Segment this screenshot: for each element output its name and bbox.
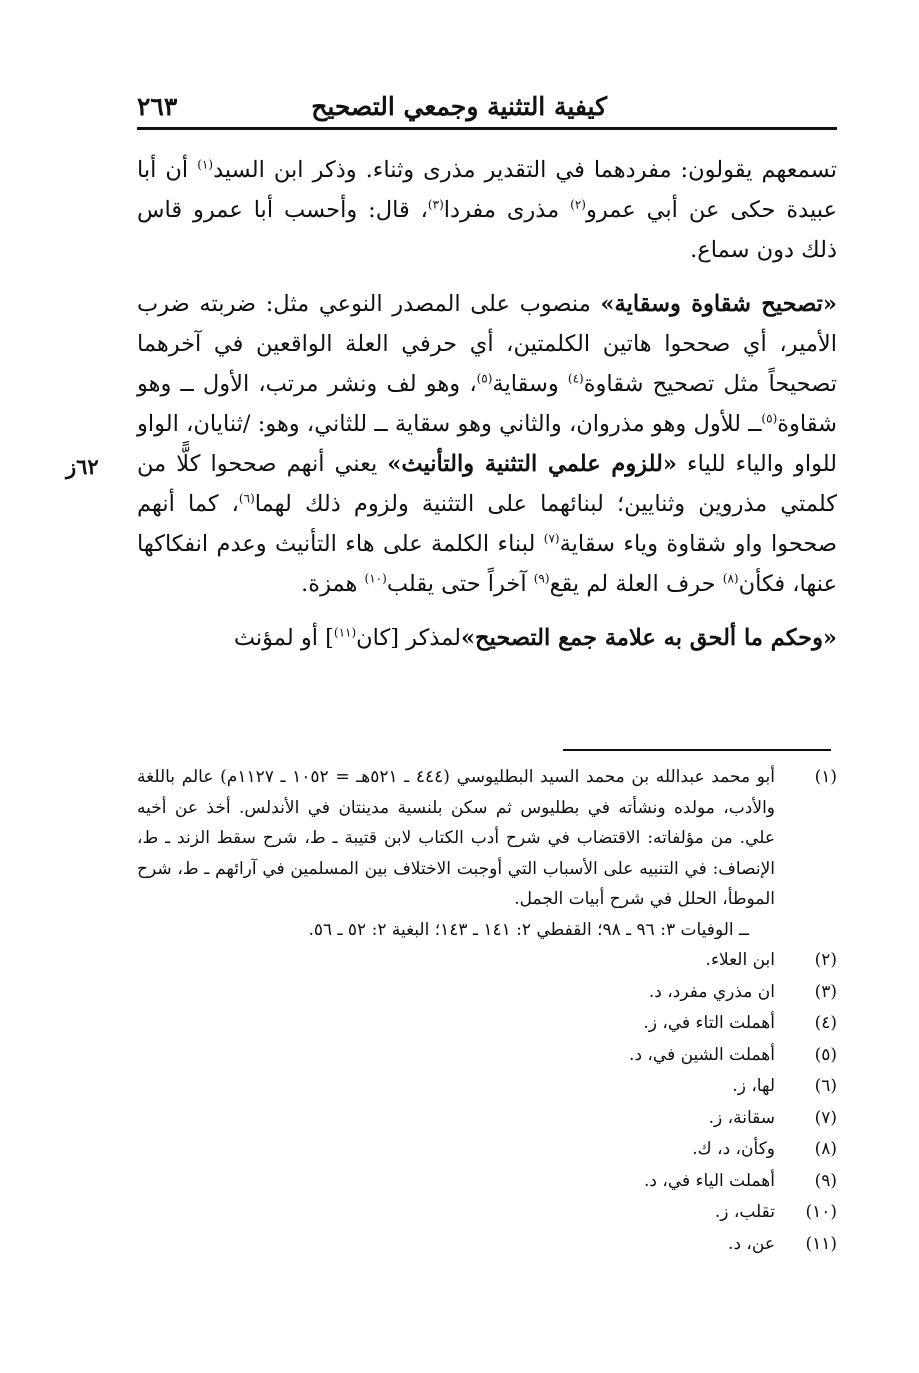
footnote-ref: (١): [197, 157, 214, 172]
footnote-ref: (٥): [761, 411, 778, 426]
footnote-ref: (٣): [427, 197, 444, 212]
footnote-item: [137, 1103, 837, 1135]
quoted-heading: «تصحيح شقاوة وسقاية»: [600, 291, 837, 317]
text-run: يعني أنهم صححوا كلًّا من كلمتي مذروين وثنايين؛ لبنائهما على التثنية ولزوم ذلك لهما: [137, 451, 838, 517]
footnote-item: [137, 1071, 837, 1103]
footnote-text: أهملت الياء في، د.: [643, 1170, 775, 1191]
footnote-number: (٩): [814, 1170, 837, 1191]
text-run: لمذكر [كان: [356, 625, 461, 651]
footnote-item: [137, 1008, 837, 1040]
page-number: ٢٦٣: [137, 92, 178, 121]
footnote-ref: (٩): [533, 571, 550, 586]
footnote-ref: (٥): [476, 371, 493, 386]
footnote-ref: (٧): [543, 531, 560, 546]
footnote-ref: (٤): [567, 371, 584, 386]
footnote-number: (٤): [814, 1013, 837, 1033]
text-run: منصوب على المصدر النوعي مثل: ضربته ضرب الأمير، أي صححوا هاتين الكلمتين، أي حرفي العلة الواقعين في آخرهما تصحيحاً مثل تصحيح شقاوة: [137, 291, 837, 397]
text-run: أن أبا عبيدة حكى عن أبي عمرو: [137, 157, 837, 223]
footnote-number: (١٠): [805, 1202, 837, 1222]
text-run: لبناء الكلمة على هاء التأنيث وعدم انفكاكها عنها، فكأن: [137, 531, 837, 597]
footnote-number: (٥): [814, 1044, 837, 1065]
footnote-ref: (١٠): [364, 571, 387, 586]
footnote-item: [137, 762, 837, 915]
footnote-ref: (٨): [722, 571, 739, 586]
quoted-heading: «وحكم ما ألحق به علامة جمع التصحيح»: [460, 625, 837, 651]
text-run: ] أو لمؤنث: [233, 625, 334, 651]
footnote-number: (٧): [814, 1107, 837, 1128]
footnote-text: أبو محمد عبدالله بن محمد السيد البطليوسي (٤٤٤ ـ ٥٢١هـ = ١٠٥٢ ـ ١١٢٧م) عالم باللغة والأدب، مولده ونشأته في بطليوس ثم سكن بلنسية مدينتان في الأندلس. أخذ عن أخيه علي. من مؤلفاته: الاقتضاب في شرح أدب الكتاب لابن قتيبة ـ ط، شرح سقط الزند ـ ط، الإنصاف: في التنبيه على الأسباب التي أوجبت الاختلاف بين المسلمين في آرائهم ـ ط، شرح الموطأ، الحلل في شرح أبيات الجمل.: [137, 767, 775, 909]
footnote-text: سقانة، ز.: [708, 1107, 775, 1128]
footnote-item: [137, 1134, 837, 1166]
text-run: ، قال: وأحسب أبا عمرو قاس ذلك دون سماع.: [137, 197, 837, 263]
footnote-text: أهملت التاء في، ز.: [643, 1013, 775, 1033]
text-run: حرف العلة لم يقع: [549, 571, 723, 597]
paragraph-2: [137, 284, 837, 604]
paragraph-3: [137, 618, 837, 658]
header-rule: [137, 127, 837, 130]
footnote-ref: (١١): [333, 625, 357, 640]
footnote-item: [137, 1040, 837, 1072]
main-text: [137, 150, 837, 658]
text-run: ، كما أنهم صححوا واو شقاوة وياء سقاية: [137, 491, 837, 557]
quoted-heading: «للزوم علمي التثنية والتأنيث»: [387, 451, 677, 477]
footnote-number: (٢): [814, 950, 837, 970]
footnote-ref: (٦): [238, 491, 255, 506]
footnote-number: (٨): [814, 1139, 837, 1159]
footnotes: [137, 762, 837, 1260]
footnote-text: وكأن، د، ك.: [692, 1139, 775, 1159]
running-title: كيفية التثنية وجمعي التصحيح: [311, 92, 607, 121]
footnote-item: [137, 1197, 837, 1229]
footnote-item: [137, 977, 837, 1009]
text-run: ــ للأول وهو مذروان، والثاني وهو سقاية ــ للثاني، وهو: /ثنايان، الواو للواو والياء للياء: [137, 411, 837, 477]
footnote-item: [137, 1229, 837, 1261]
footnote-number: (١): [814, 767, 837, 787]
text-run: مذرى مفردا: [443, 197, 571, 223]
text-run: آخراً حتى يقلب: [386, 571, 534, 597]
footnote-number: (١١): [805, 1233, 837, 1254]
footnote-text: ان مذري مفرد، د.: [648, 981, 775, 1002]
footnote-text: عن، د.: [728, 1233, 775, 1254]
text-run: ، وهو لف ونشر مرتب، الأول ــ وهو شقاوة: [137, 371, 837, 437]
margin-folio-note: ٦٢ز: [66, 454, 99, 479]
footnote-number: (٦): [814, 1076, 837, 1096]
running-header: [137, 88, 837, 128]
footnote-text: أهملت الشين في، د.: [629, 1044, 775, 1065]
paragraph-1: [137, 150, 837, 270]
footnote-reference-line: [137, 915, 837, 946]
footnote-separator: [563, 749, 831, 751]
footnote-text: تقلب، ز.: [714, 1202, 775, 1222]
text-run: همزة.: [301, 571, 365, 597]
footnote-number: (٣): [814, 981, 837, 1002]
footnote-item: [137, 945, 837, 977]
footnote-text: ــ الوفيات ٣: ٩٦ ـ ٩٨؛ القفطي ٢: ١٤١ ـ ١٤٣؛ البغية ٢: ٥٢ ـ ٥٦.: [308, 919, 749, 940]
footnote-text: ابن العلاء.: [705, 950, 775, 970]
text-run: تسمعهم يقولون: مفردهما في التقدير مذرى وثناء. وذكر ابن السيد: [213, 157, 837, 183]
footnote-item: [137, 1166, 837, 1198]
text-run: وسقاية: [492, 371, 568, 397]
footnote-text: لها، ز.: [732, 1076, 775, 1096]
footnote-ref: (٢): [570, 197, 586, 212]
